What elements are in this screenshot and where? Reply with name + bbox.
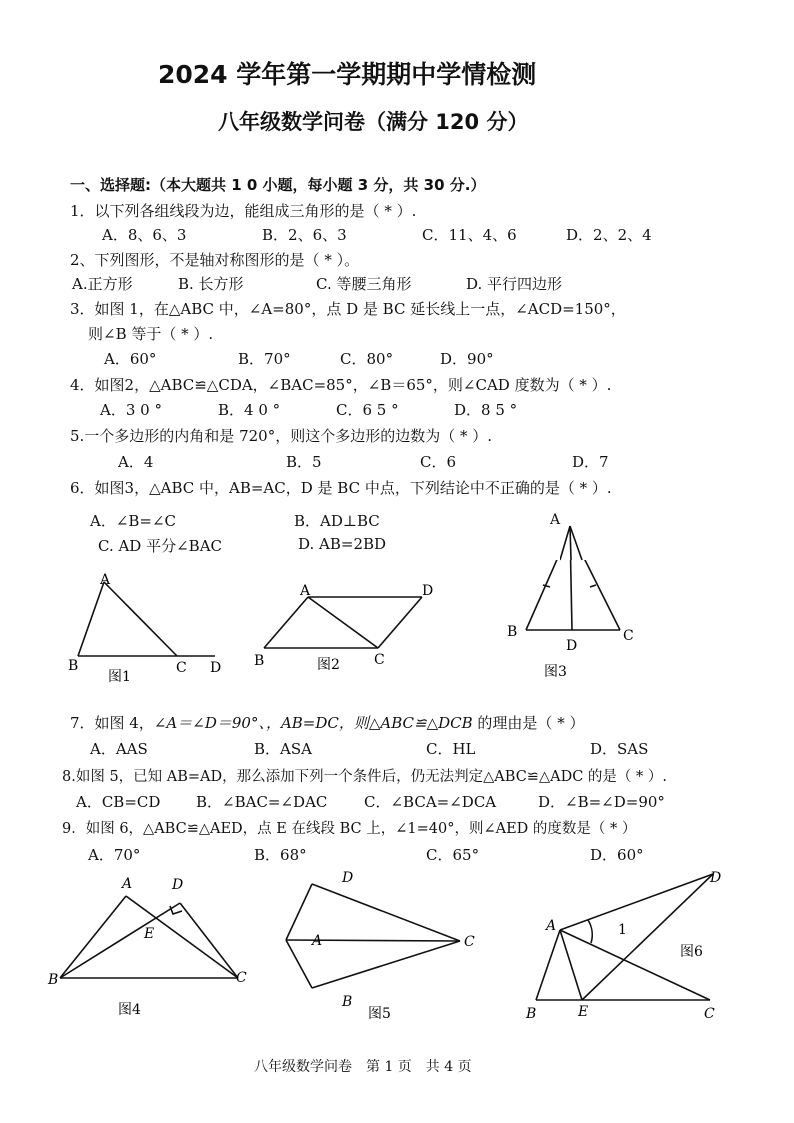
question-9-option-c: C．65° [426, 846, 480, 864]
question-1-option-b: B．2、6、3 [262, 226, 347, 244]
fig1-label-c: C [176, 660, 187, 676]
question-8-stem: 8.如图 5，已知 AB=AD，那么添加下列一个条件后，仍无法判定△ABC≌△ADC 的是（ * ）. [62, 769, 667, 785]
figure-3 [526, 560, 620, 630]
question-5-option-b: B．5 [286, 453, 322, 471]
question-5-option-c: C．6 [420, 453, 457, 471]
fig5-label-d: D [342, 870, 354, 886]
question-7-stem-post: 的理由是（ * ） [472, 714, 585, 732]
fig6-label-c: C [704, 1006, 715, 1022]
fig2-label-c: C [374, 652, 385, 668]
fig4-caption: 图4 [118, 1002, 141, 1018]
question-9-option-b: B．68° [254, 846, 307, 864]
question-5-stem: 5.一个多边形的内角和是 720°，则这个多边形的边数为（ * ）. [70, 427, 493, 445]
fig6-label-a: A [546, 918, 557, 934]
question-9-option-a: A．70° [88, 846, 141, 864]
figure-row-2 [40, 866, 740, 1026]
question-9-option-d: D．60° [590, 846, 644, 864]
question-4-option-d: D．8 5 ° [454, 401, 518, 419]
question-3-stem-line2: 则∠B 等于（ * ）. [88, 325, 214, 343]
fig6-label-b: B [526, 1006, 537, 1022]
question-5-option-a: A．4 [118, 453, 154, 471]
fig4-label-d: D [172, 877, 184, 893]
fig1-caption: 图1 [108, 669, 131, 685]
fig2-caption: 图2 [317, 657, 340, 673]
fig6-label-d: D [710, 870, 722, 886]
fig5-label-a: A [312, 933, 323, 949]
fig3-label-d: D [566, 638, 578, 654]
page-footer: 八年级数学问卷 第 1 页 共 4 页 [254, 1059, 472, 1075]
figure-1 [78, 582, 215, 656]
question-8-option-a: A．CB=CD [76, 793, 161, 811]
question-2-option-c: C. 等腰三角形 [316, 275, 412, 293]
question-5-option-d: D．7 [572, 453, 609, 471]
question-1-option-a: A．8、6、3 [102, 226, 187, 244]
section-heading: 一、选择题:（本大题共 1 0 小题，每小题 3 分，共 30 分.） [70, 176, 486, 194]
question-3-option-c: C．80° [340, 350, 394, 368]
question-7-stem [70, 712, 584, 733]
figure-row-1 [60, 560, 700, 690]
question-6-option-a: A．∠B=∠C [90, 512, 177, 530]
question-3-stem: 3．如图 1，在△ABC 中，∠A=80°，点 D 是 BC 延长线上一点，∠ACD=150°， [70, 300, 626, 318]
fig2-label-b: B [254, 653, 265, 669]
question-6-option-d: D. AB=2BD [298, 535, 387, 553]
fig4-label-b: B [48, 972, 59, 988]
question-7-stem-italic: ∠A＝∠D＝90°、，AB=DC，则△ABC≌△DCB [153, 714, 473, 732]
question-6-option-b: B．AD⊥BC [294, 512, 380, 530]
question-3-option-a: A．60° [104, 350, 157, 368]
fig4-label-e: E [144, 926, 155, 942]
question-1-option-c: C．11、4、6 [422, 226, 517, 244]
question-4-option-a: A．3 0 ° [100, 401, 162, 419]
question-7-option-d: D．SAS [590, 740, 649, 758]
question-4-stem: 4．如图2，△ABC≌△CDA，∠BAC=85°，∠B＝65°，则∠CAD 度数为（ * ）. [70, 376, 612, 394]
question-4-option-b: B．4 0 ° [218, 401, 281, 419]
fig1-label-b: B [68, 658, 79, 674]
fig6-caption: 图6 [680, 944, 703, 960]
fig5-label-c: C [464, 934, 475, 950]
fig1-label-d: D [210, 660, 222, 676]
fig4-label-c: C [236, 970, 247, 986]
fig6-label-e: E [578, 1004, 589, 1020]
fig6-label-1: 1 [618, 922, 627, 938]
question-8-option-b: B．∠BAC=∠DAC [196, 793, 328, 811]
fig2-label-a: A [300, 583, 311, 599]
fig3-label-a: A [550, 512, 561, 528]
fig3-caption: 图3 [544, 664, 567, 680]
fig5-caption: 图5 [368, 1006, 391, 1022]
fig2-label-d: D [422, 583, 434, 599]
fig3-apex-lines [560, 524, 590, 564]
page-title: 2024 学年第一学期期中学情检测 [158, 60, 537, 89]
question-6-stem: 6．如图3，△ABC 中，AB=AC，D 是 BC 中点，下列结论中不正确的是（ * ）. [70, 479, 612, 497]
question-7-option-b: B．ASA [254, 740, 312, 758]
question-7-option-c: C．HL [426, 740, 476, 758]
question-2-stem: 2、下列图形，不是轴对称图形的是（ * ）。 [70, 251, 360, 269]
fig5-label-b: B [342, 994, 353, 1010]
fig1-label-a: A [100, 572, 111, 588]
question-2-option-b: B. 长方形 [178, 275, 244, 293]
fig3-label-b: B [507, 624, 518, 640]
fig3-label-c: C [623, 628, 634, 644]
page-subtitle: 八年级数学问卷（满分 120 分） [218, 110, 529, 134]
question-8-option-d: D．∠B=∠D=90° [538, 793, 665, 811]
figure-2 [264, 597, 422, 648]
question-8-option-c: C．∠BCA=∠DCA [364, 793, 497, 811]
question-3-option-d: D．90° [440, 350, 494, 368]
question-7-option-a: A．AAS [90, 740, 148, 758]
question-1-stem: 1．以下列各组线段为边，能组成三角形的是（ * ）. [70, 202, 417, 220]
question-2-option-d: D. 平行四边形 [466, 275, 563, 293]
question-4-option-c: C．6 5 ° [336, 401, 399, 419]
question-1-option-d: D．2、2、4 [566, 226, 652, 244]
fig4-label-a: A [122, 876, 133, 892]
question-9-stem: 9．如图 6，△ABC≌△AED，点 E 在线段 BC 上，∠1=40°，则∠AED 的度数是（ * ） [62, 821, 637, 837]
question-7-stem-pre: 7．如图 4， [70, 714, 154, 732]
question-2-option-a: A.正方形 [72, 275, 133, 293]
question-6-option-c: C. AD 平分∠BAC [98, 537, 223, 555]
question-3-option-b: B．70° [238, 350, 291, 368]
